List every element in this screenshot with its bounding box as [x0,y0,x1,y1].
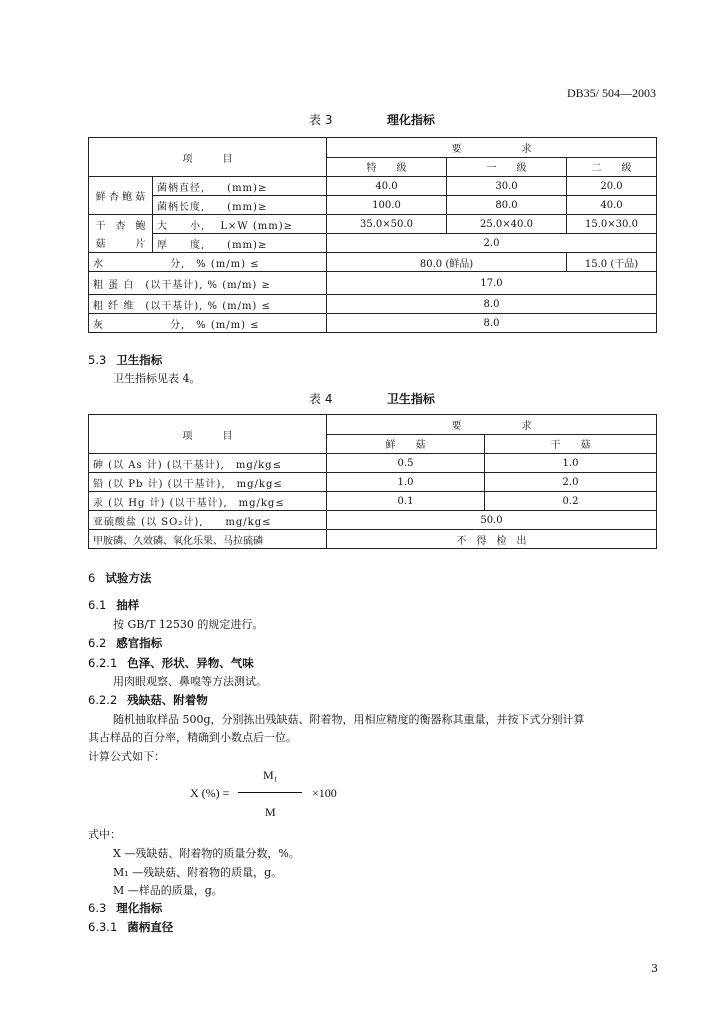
table4-number: 表 4 [309,392,333,406]
formula-numerator: M₁ [263,768,278,782]
pesticide-item: 甲胺磷、久效磷、氧化乐果、马拉硫磷 [89,530,327,549]
section-title: 试验方法 [105,571,152,585]
section-number: 6 [88,571,96,585]
table-cell: 30.0 [447,177,567,196]
table4-caption [309,390,435,407]
section-6-2-2-text-1: 随机抽取样品 500g，分别拣出残缺菇、附着物，用相应精度的衡器称其重量，并按下式分别计算 [113,713,585,726]
arsenic-item: 砷 (以 As 计) (以干基计), mg/kg≤ [89,454,327,473]
table-cell: 1.0 [485,454,657,473]
table-cell: 100.0 [327,196,447,215]
table-cell: 0.1 [327,492,485,511]
section-6-3-1-heading [88,919,173,935]
table-cell: 不 得 检 出 [327,530,657,549]
table4-header-fresh: 鲜 菇 [327,434,485,454]
section-number: 6.3.1 [88,920,118,934]
table4-header-item: 项 目 [89,415,327,454]
formula-intro: 计算公式如下： [88,750,165,763]
table-cell: 0.2 [485,492,657,511]
table4-header-dry: 干 菇 [485,434,657,454]
sulfite-item: 亚硫酸盐 (以 SO₂计), mg/kg≤ [89,511,327,530]
where-item: X —残缺菇、附着物的质量分数，%。 [113,847,300,860]
section-title: 抽样 [116,598,140,612]
where-item: M —样品的质量，g。 [113,884,223,897]
section-title: 菌柄直径 [127,920,174,934]
thickness-item: 厚 度, (mm)≥ [153,234,327,253]
table-cell: 15.0×30.0 [567,215,657,234]
section-number: 6.2.1 [88,656,118,670]
table-cell: 50.0 [327,511,657,530]
section-5-3-text: 卫生指标见表 4。 [113,372,201,385]
section-6-2-1-text: 用肉眼观察、鼻嗅等方法测试。 [113,675,267,688]
section-6-2-heading [88,635,162,651]
section-number: 6.2 [88,636,107,650]
fresh-mushroom-label: 鲜 杏 鲍 菇 [89,177,153,215]
table-cell: 8.0 [327,314,657,333]
section-5-3-heading [88,352,162,368]
section-title: 色泽、形状、异物、气味 [127,656,254,670]
dry-slice-label-2: 菇 片 [89,234,153,253]
formula-lhs: X (%) = [190,786,230,800]
table-cell: 40.0 [327,177,447,196]
dry-slice-label-1: 干 杏 鲍 [89,215,153,234]
section-number: 6.1 [88,598,107,612]
grade-first: 一 级 [447,157,567,177]
protein-item: 粗 蛋 白 (以干基计), % (m/m) ≥ [89,272,327,295]
section-number: 5.3 [88,353,107,367]
where-label: 式中： [88,828,121,841]
table-cell: 25.0×40.0 [447,215,567,234]
table3-header-item: 项 目 [89,138,327,177]
physicochemical-table [88,137,657,333]
table3-caption [309,111,435,128]
ash-item: 灰 分, % (m/m) ≤ [89,314,327,333]
moisture-item: 水 分, % (m/m) ≤ [89,253,327,272]
hygiene-table [88,414,657,549]
formula-multiplier: ×100 [312,786,337,800]
table-cell: 1.0 [327,473,485,492]
grade-special: 特 级 [327,157,447,177]
size-item: 大 小, L×W (mm)≥ [153,215,327,234]
table3-number: 表 3 [309,113,333,127]
fraction-bar [238,792,302,793]
mercury-item: 汞 (以 Hg 计) (以干基计), mg/kg≤ [89,492,327,511]
formula-denominator: M [265,805,276,819]
table4-header-requirement: 要 求 [327,415,657,435]
section-title: 理化指标 [116,901,163,915]
section-6-2-2-heading [88,692,208,708]
table4-title: 卫生指标 [386,392,435,406]
table-cell: 80.0 (鲜品) [327,253,567,272]
section-title: 感官指标 [116,636,163,650]
table-cell: 2.0 [327,234,657,253]
section-number: 6.3 [88,901,107,915]
table-cell: 0.5 [327,454,485,473]
section-6-1-heading [88,597,139,613]
section-6-2-1-heading [88,655,254,671]
table3-header-requirement: 要 求 [327,138,657,158]
section-title: 卫生指标 [116,353,163,367]
table-cell: 35.0×50.0 [327,215,447,234]
table-cell: 8.0 [327,295,657,314]
section-6-3-heading [88,900,162,916]
table-cell: 2.0 [485,473,657,492]
table-cell: 20.0 [567,177,657,196]
grade-second: 二 级 [567,157,657,177]
cap-diameter-item: 菌柄直径, (mm)≥ [153,177,327,196]
standard-code: DB35/ 504—2003 [566,86,656,100]
where-item: M₁ —残缺菇、附着物的质量，g。 [113,866,283,879]
table-cell: 15.0 (干品) [567,253,657,272]
lead-item: 铅 (以 Pb 计) (以干基计), mg/kg≤ [89,473,327,492]
section-number: 6.2.2 [88,693,118,707]
section-6-1-text: 按 GB/T 12530 的规定进行。 [113,618,264,631]
table-cell: 17.0 [327,272,657,295]
table-cell: 40.0 [567,196,657,215]
table-cell: 80.0 [447,196,567,215]
fiber-item: 粗 纤 维 (以干基计), % (m/m) ≤ [89,295,327,314]
table3-title: 理化指标 [386,113,435,127]
page-number: 3 [651,962,658,975]
section-title: 残缺菇、附着物 [127,693,208,707]
stem-length-item: 菌柄长度, (mm)≥ [153,196,327,215]
section-6-2-2-text-2: 其占样品的百分率，精确到小数点后一位。 [88,731,297,744]
section-6-heading [88,570,151,586]
